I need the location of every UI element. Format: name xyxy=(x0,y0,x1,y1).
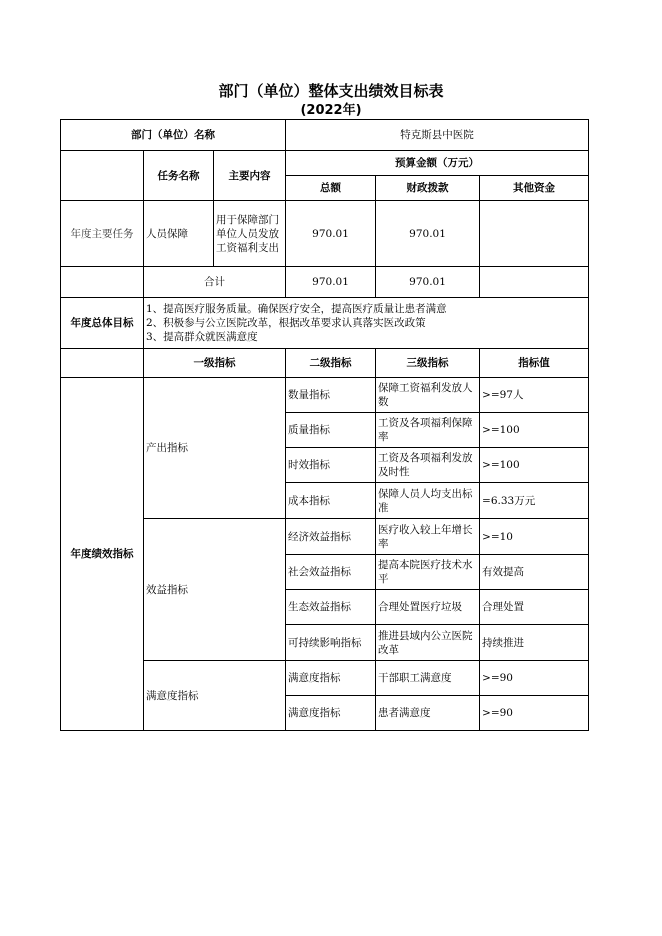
indicator-level2: 时效指标 xyxy=(286,448,376,483)
sum-blank xyxy=(61,267,144,298)
perf-label: 年度绩效指标 xyxy=(61,378,144,731)
indicator-level3: 工资及各项福利保障率 xyxy=(376,413,480,448)
indicator-level3: 提高本院医疗技术水平 xyxy=(376,555,480,590)
page-subtitle: (2022年) xyxy=(300,103,362,118)
indicator-value: >=100 xyxy=(480,413,589,448)
page-title: 部门（单位）整体支出绩效目标表 xyxy=(218,82,444,100)
indicator-value: >=10 xyxy=(480,519,589,555)
group-output: 产出指标 xyxy=(144,378,286,519)
annual-task-label: 年度主要任务 xyxy=(61,201,144,267)
indicator-value: 持续推进 xyxy=(480,625,589,661)
header-main-content: 主要内容 xyxy=(214,151,286,201)
indicator-level3: 合理处置医疗垃圾 xyxy=(376,590,480,625)
indicator-level3: 工资及各项福利发放及时性 xyxy=(376,448,480,483)
indicator-header-value: 指标值 xyxy=(480,349,589,378)
header-finance: 财政拨款 xyxy=(376,176,480,201)
indicator-level2: 成本指标 xyxy=(286,483,376,519)
indicator-level2: 生态效益指标 xyxy=(286,590,376,625)
annual-task-other xyxy=(480,201,589,267)
indicator-value: >=100 xyxy=(480,448,589,483)
header-blank xyxy=(61,151,144,201)
header-other: 其他资金 xyxy=(480,176,589,201)
group-satisfaction: 满意度指标 xyxy=(144,661,286,731)
overall-goal-line: 2、积极参与公立医院改革，根据改革要求认真落实医改政策 xyxy=(146,317,426,329)
indicator-level2: 满意度指标 xyxy=(286,661,376,696)
sum-total: 970.01 xyxy=(286,267,376,298)
indicator-level2: 社会效益指标 xyxy=(286,555,376,590)
indicator-value: >=97人 xyxy=(480,378,589,413)
indicator-header-level2: 二级指标 xyxy=(286,349,376,378)
overall-goal-label: 年度总体目标 xyxy=(61,298,144,349)
overall-goal-content xyxy=(144,298,589,349)
indicator-level3: 推进县域内公立医院改革 xyxy=(376,625,480,661)
overall-goal-line: 1、提高医疗服务质量。确保医疗安全，提高医疗质量让患者满意 xyxy=(146,303,447,315)
indicator-header-level3: 三级指标 xyxy=(376,349,480,378)
indicator-level2: 数量指标 xyxy=(286,378,376,413)
indicator-value: =6.33万元 xyxy=(480,483,589,519)
indicator-level3: 医疗收入较上年增长率 xyxy=(376,519,480,555)
header-budget: 预算金额（万元） xyxy=(286,151,589,176)
annual-task-finance: 970.01 xyxy=(376,201,480,267)
dept-label: 部门（单位）名称 xyxy=(61,120,286,151)
indicator-level2: 可持续影响指标 xyxy=(286,625,376,661)
indicator-level3: 患者满意度 xyxy=(376,696,480,731)
group-benefit: 效益指标 xyxy=(144,519,286,661)
sum-other xyxy=(480,267,589,298)
annual-task-name: 人员保障 xyxy=(144,201,214,267)
header-total: 总额 xyxy=(286,176,376,201)
indicator-header-level1: 一级指标 xyxy=(144,349,286,378)
overall-goal-line: 3、提高群众就医满意度 xyxy=(146,331,258,343)
indicator-level3: 干部职工满意度 xyxy=(376,661,480,696)
indicator-header-blank xyxy=(61,349,144,378)
indicator-value: >=90 xyxy=(480,696,589,731)
indicator-level2: 满意度指标 xyxy=(286,696,376,731)
sum-label: 合计 xyxy=(144,267,286,298)
performance-table xyxy=(60,119,589,731)
annual-task-content: 用于保障部门单位人员发放工资福利支出 xyxy=(214,201,286,267)
indicator-level3: 保障人员人均支出标准 xyxy=(376,483,480,519)
annual-task-total: 970.01 xyxy=(286,201,376,267)
indicator-level3: 保障工资福利发放人数 xyxy=(376,378,480,413)
header-task-name: 任务名称 xyxy=(144,151,214,201)
indicator-value: 有效提高 xyxy=(480,555,589,590)
indicator-value: 合理处置 xyxy=(480,590,589,625)
sum-finance: 970.01 xyxy=(376,267,480,298)
dept-name: 特克斯县中医院 xyxy=(286,120,589,151)
indicator-level2: 质量指标 xyxy=(286,413,376,448)
indicator-value: >=90 xyxy=(480,661,589,696)
indicator-level2: 经济效益指标 xyxy=(286,519,376,555)
